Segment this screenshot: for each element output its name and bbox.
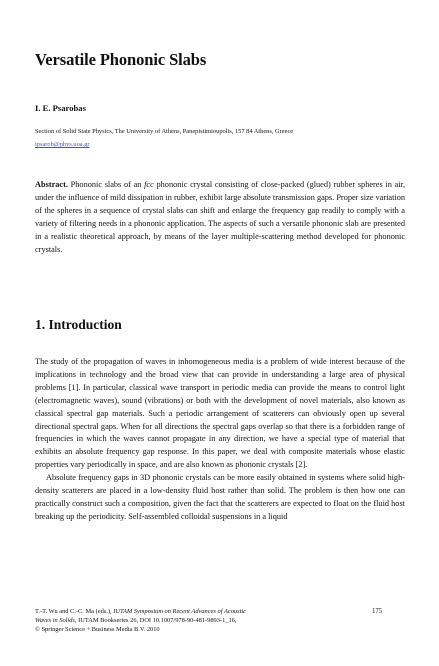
abstract — [35, 179, 405, 256]
author-affiliation: Section of Solid State Physics, The University of Athens, Panepistimioupolis, 157 84 Athens, Greece — [35, 128, 294, 135]
introduction-body — [35, 356, 405, 524]
author-email-link[interactable]: ipsarob@phys.uoa.gr — [35, 141, 90, 148]
footer-line-1 — [35, 608, 405, 617]
section-heading-introduction: 1. Introduction — [35, 317, 122, 332]
abstract-text: phononic crystal consisting of close-packed (glued) rubber spheres in air, under the influence of mild dissipation in rubber, exhibit large absolute transmission gaps. Proper size variation of the spheres in a sequence of crystal slabs can shift and enlarge the frequency gap readily to comply with a variety of filtering needs in a phononic application. The aspects of such a versatile phononic slab are presented in a realistic theoretical approach, by means of the layer multiple-scattering method developed for phononic crystals. — [35, 180, 406, 254]
paper-title: Versatile Phononic Slabs — [35, 50, 207, 69]
footer-proceedings: Waves in Solids, — [35, 616, 77, 624]
citation-footer — [35, 608, 405, 634]
footer-line-2 — [35, 617, 405, 626]
author-name: I. E. Psarobas — [35, 103, 86, 113]
intro-paragraph-2: Absolute frequency gaps in 3D phononic crystals can be more easily obtained in systems where solid high-density scatterers are placed in a low-density fluid host rather than solid. The problem is then how one can practically construct such a composition, given the fact that the scatterers are expected to float on the fluid host breaking up the periodicity. Self-assembled colloidal suspensions in a liquid — [35, 473, 405, 521]
footer-series-doi: IUTAM Bookseries 26, DOI 10.1007/978-90-481-9893-1_16, — [78, 616, 237, 624]
footer-editors: T.-T. Wu and C.-C. Ma (eds.), — [35, 608, 112, 615]
footer-copyright: © Springer Science + Business Media B.V. 2010 — [35, 625, 160, 633]
page-number: 175 — [372, 608, 383, 615]
intro-paragraph-1: The study of the propagation of waves in inhomogeneous media is a problem of wide interest because of the implications in technology and the broad view that can provide in understanding a large area of physical problems [1]. In particular, classical wave transport in periodic media can provide the means to control light (electromagnetic waves), sound (vibrations) or both with the development of novel materials, also known as classical spectral gap materials. Such a periodic arrangement of scatterers can obviously open up several directional spectral gaps. When for all directions the spectral gaps overlap so that there is a forbidden range of frequencies in which the waves cannot propagate in any direction, we have a special type of material that exhibits an absolute frequency gap response. In this paper, we deal with composite materials whose elastic properties vary periodically in space, and are also known as phononic crystals [2]. — [35, 357, 405, 470]
footer-symposium: IUTAM Symposium on Recent Advances of Acoustic — [113, 608, 246, 615]
abstract-label: Abstract. — [35, 180, 68, 189]
abstract-text-start: Phononic slabs of an — [70, 180, 142, 189]
abstract-fcc-term: fcc — [144, 180, 154, 189]
